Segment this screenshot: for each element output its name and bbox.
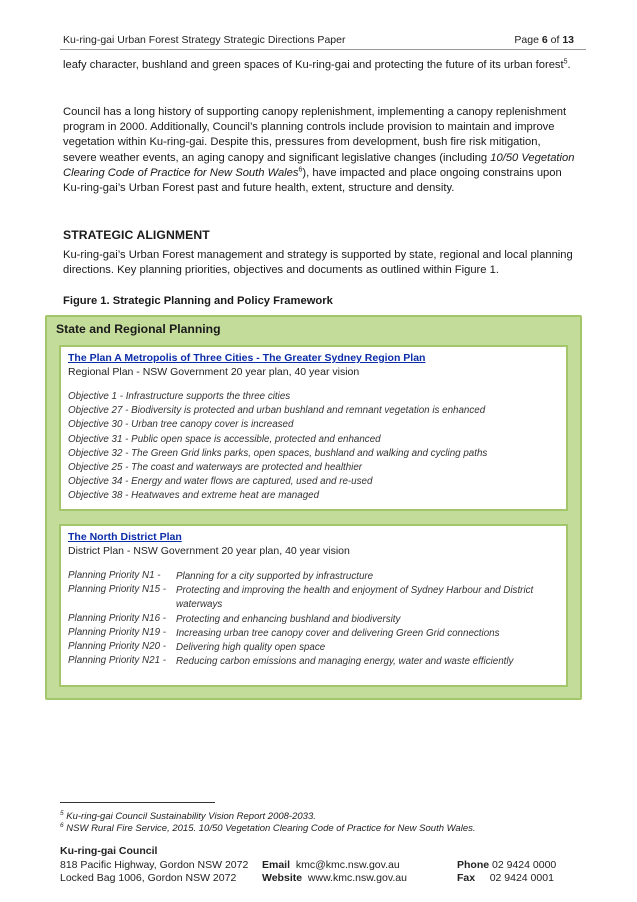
planning-priority-text: Reducing carbon emissions and managing energy, water and waste efficiently — [176, 656, 514, 668]
footnote-5-number: 5 — [60, 810, 64, 817]
footer-org-name: Ku-ring-gai Council — [60, 845, 158, 857]
intro-paragraph-2 — [63, 105, 575, 196]
planning-priority-text: Increasing urban tree canopy cover and delivering Green Grid connections — [176, 627, 500, 639]
header-divider — [60, 49, 586, 50]
email-link[interactable]: kmc@kmc.nsw.gov.au — [295, 859, 400, 871]
figure-caption: Figure 1. Strategic Planning and Policy Framework — [63, 295, 333, 307]
footnote-5-text: Ku-ring-gai Council Sustainability Vision Report 2008-2033. — [63, 811, 316, 823]
phone-label: Phone — [457, 859, 490, 871]
greater-sydney-region-plan-box — [59, 345, 568, 511]
planning-priority-key: Planning Priority N1 - — [68, 570, 161, 581]
page-header — [63, 34, 574, 48]
footnote-6 — [60, 822, 476, 834]
footer-street-address: 818 Pacific Highway, Gordon NSW 2072 — [60, 859, 249, 871]
footnote-ref-5: 5 — [563, 58, 568, 66]
website-label: Website — [262, 872, 303, 884]
footnote-5 — [60, 810, 316, 822]
footnote-6-text: NSW Rural Fire Service, 2015. 10/50 Vegetation Clearing Code of Practice for New South Wales. — [63, 823, 476, 835]
footer-phone — [457, 859, 556, 871]
district-plan-subtitle: District Plan - NSW Government 20 year plan, 40 year vision — [68, 545, 350, 557]
footer-fax — [457, 872, 554, 884]
intro-paragraph-2-text-a: Council has a long history of supporting canopy replenishment, implementing a canopy replenishment program in 2000. Additionally, Council’s planning controls include provision to maintain and improve vegetation within Ku-ring-gai. Despite this, pressures from development, bush fire risk mitigation, severe weather events, an aging canopy and significant legislative changes (including — [63, 106, 567, 164]
greater-sydney-region-plan-link[interactable]: The Plan A Metropolis of Three Cities - The Greater Sydney Region Plan — [68, 352, 426, 364]
phone-number: 02 9424 0000 — [492, 859, 557, 871]
intro-paragraph-1-text: leafy character, bushland and green spaces of Ku-ring-gai and protecting the future of its urban forest — [63, 59, 564, 71]
planning-priority-key: Planning Priority N16 - — [68, 612, 167, 624]
strategic-alignment-text: Ku-ring-gai’s Urban Forest management and strategy is supported by state, regional and local planning directions. Key planning priorities, objectives and documents as outlined within Figure 1. — [63, 249, 573, 277]
objective-item: Objective 38 - Heatwaves and extreme heat are managed — [68, 490, 320, 502]
page-current: 6 — [541, 34, 548, 46]
objective-item: Objective 25 - The coast and waterways are protected and healthier — [68, 462, 363, 473]
fax-number: 02 9424 0001 — [489, 872, 554, 884]
website-link[interactable]: www.kmc.nsw.gov.au — [307, 872, 407, 884]
objective-item: Objective 31 - Public open space is accessible, protected and enhanced — [68, 433, 381, 445]
email-label: Email — [262, 859, 291, 871]
footer-website — [262, 872, 407, 884]
page-number — [514, 34, 574, 46]
planning-priority-text: Protecting and improving the health and enjoyment of Sydney Harbour and District waterways — [176, 585, 534, 611]
planning-priority-key: Planning Priority N15 - — [68, 584, 167, 596]
page-of: of — [547, 34, 563, 46]
intro-paragraph-2-text-b: ), have impacted and place ongoing constrains upon Ku-ring-gai’s Urban Forest past and future health, extent, structure and density. — [63, 166, 562, 195]
document-title: Ku-ring-gai Urban Forest Strategy Strategic Directions Paper — [63, 34, 346, 46]
intro-paragraph-1 — [63, 58, 575, 73]
page-prefix: Page — [514, 34, 542, 46]
footnote-divider — [60, 802, 215, 803]
footer-email — [262, 859, 400, 871]
code-of-practice-title: 10/50 Vegetation Clearing Code of Practice for New South Wales — [63, 151, 575, 179]
strategic-alignment-heading: STRATEGIC ALIGNMENT — [63, 228, 210, 242]
fax-label: Fax — [457, 872, 476, 884]
north-district-plan-link[interactable]: The North District Plan — [68, 531, 182, 543]
state-regional-planning-panel — [45, 315, 582, 700]
planning-priority-text: Protecting and enhancing bushland and biodiversity — [176, 613, 401, 625]
page-total: 13 — [562, 34, 574, 46]
footer-postal-address: Locked Bag 1006, Gordon NSW 2072 — [60, 872, 237, 884]
objective-item: Objective 34 - Energy and water flows are captured, used and re-used — [68, 476, 373, 488]
regional-plan-subtitle: Regional Plan - NSW Government 20 year plan, 40 year vision — [68, 366, 360, 378]
north-district-plan-box — [59, 524, 568, 687]
planning-priority-key: Planning Priority N21 - — [68, 655, 167, 667]
footnote-ref-6: 6 — [298, 166, 303, 174]
objective-item: Objective 32 - The Green Grid links parks, open spaces, bushland and walking and cycling paths — [68, 447, 488, 459]
objective-item: Objective 27 - Biodiversity is protected and urban bushland and remnant vegetation is enhanced — [68, 405, 486, 417]
intro-paragraph-1-end: . — [567, 59, 571, 71]
panel-title: State and Regional Planning — [56, 322, 221, 336]
objective-item: Objective 1 - Infrastructure supports the three cities — [68, 391, 291, 402]
planning-priority-key: Planning Priority N19 - — [68, 626, 167, 638]
planning-priority-key: Planning Priority N20 - — [68, 641, 167, 652]
planning-priority-text: Planning for a city supported by infrastructure — [176, 571, 374, 582]
planning-priority-text: Delivering high quality open space — [176, 642, 326, 653]
objective-item: Objective 30 - Urban tree canopy cover is increased — [68, 419, 294, 431]
footnote-6-number: 6 — [60, 822, 64, 829]
